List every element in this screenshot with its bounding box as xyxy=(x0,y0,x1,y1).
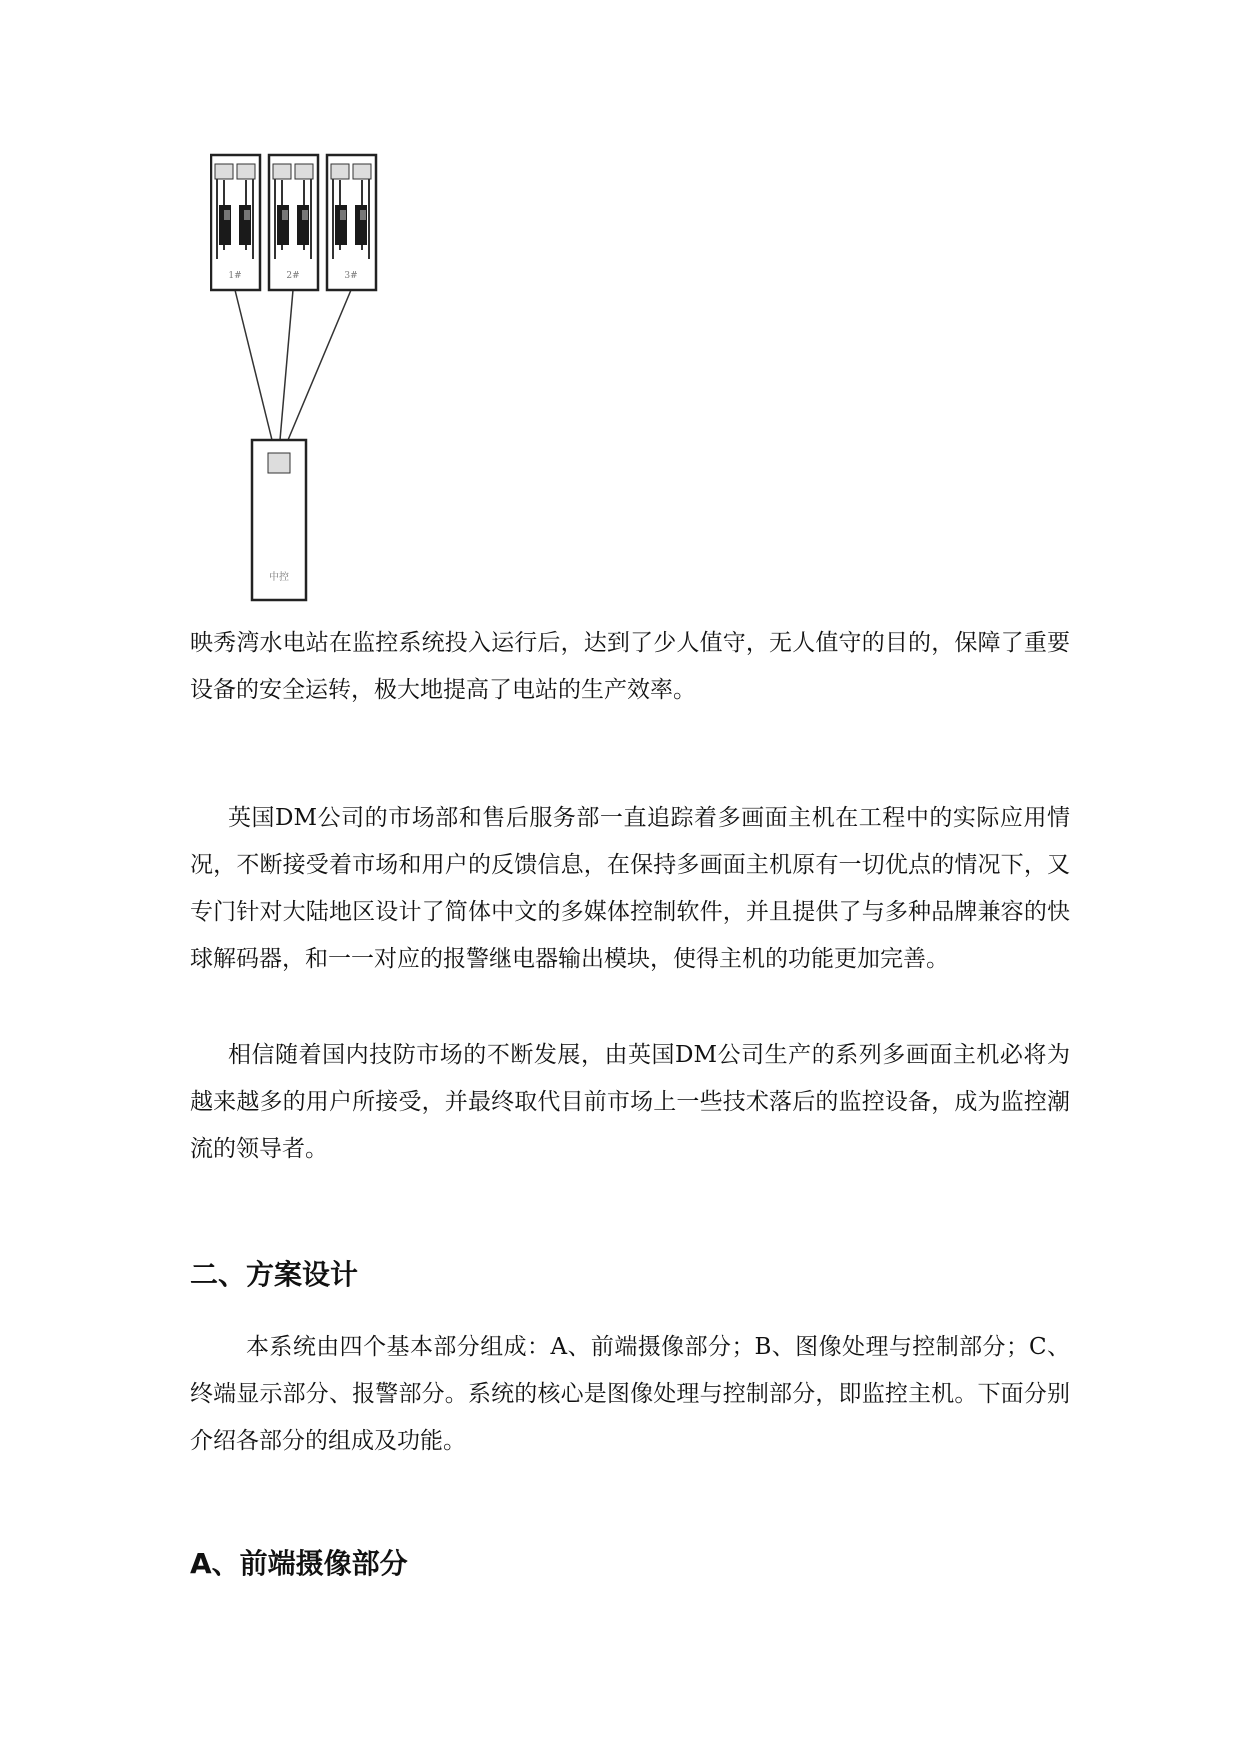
link-line-1 xyxy=(235,290,272,440)
monitoring-diagram xyxy=(210,150,410,610)
section-heading-frontend: A、前端摄像部分 xyxy=(190,1547,408,1580)
cabinet-2-label: 2# xyxy=(286,271,300,281)
diagram-svg xyxy=(210,150,410,610)
cabinet-1-label: 1# xyxy=(228,271,242,281)
link-line-2 xyxy=(280,290,293,440)
paragraph-dm-market: 英国DM公司的市场部和售后服务部一直追踪着多画面主机在工程中的实际应用情况，不断接受着市场和用户的反馈信息，在保持多画面主机原有一切优点的情况下，又专门针对大陆地区设计了简体中文的多媒体控制软件，并且提供了与多种品牌兼容的快球解码器，和一一对应的报警继电器输出模块，使得主机的功能更加完善。 xyxy=(190,805,1070,972)
cabinet-1 xyxy=(211,155,260,290)
main-cabinet xyxy=(252,440,306,600)
cabinet-3 xyxy=(327,155,376,290)
link-line-3 xyxy=(288,290,351,440)
cabinet-3-label: 3# xyxy=(344,271,358,281)
main-cabinet-label: 中控 xyxy=(269,572,289,583)
cabinet-2 xyxy=(269,155,318,290)
paragraph-outlook: 相信随着国内技防市场的不断发展，由英国DM公司生产的系列多画面主机必将为越来越多的用户所接受，并最终取代目前市场上一些技术落后的监控设备，成为监控潮流的领导者。 xyxy=(190,1042,1070,1162)
paragraph-summary: 映秀湾水电站在监控系统投入运行后，达到了少人值守，无人值守的目的，保障了重要设备的安全运转，极大地提高了电站的生产效率。 xyxy=(190,630,1070,703)
paragraph-system-overview: 本系统由四个基本部分组成：A、前端摄像部分；B、图像处理与控制部分；C、终端显示部分、报警部分。系统的核心是图像处理与控制部分，即监控主机。下面分别介绍各部分的组成及功能。 xyxy=(190,1334,1070,1454)
section-heading-design: 二、方案设计 xyxy=(190,1258,359,1291)
